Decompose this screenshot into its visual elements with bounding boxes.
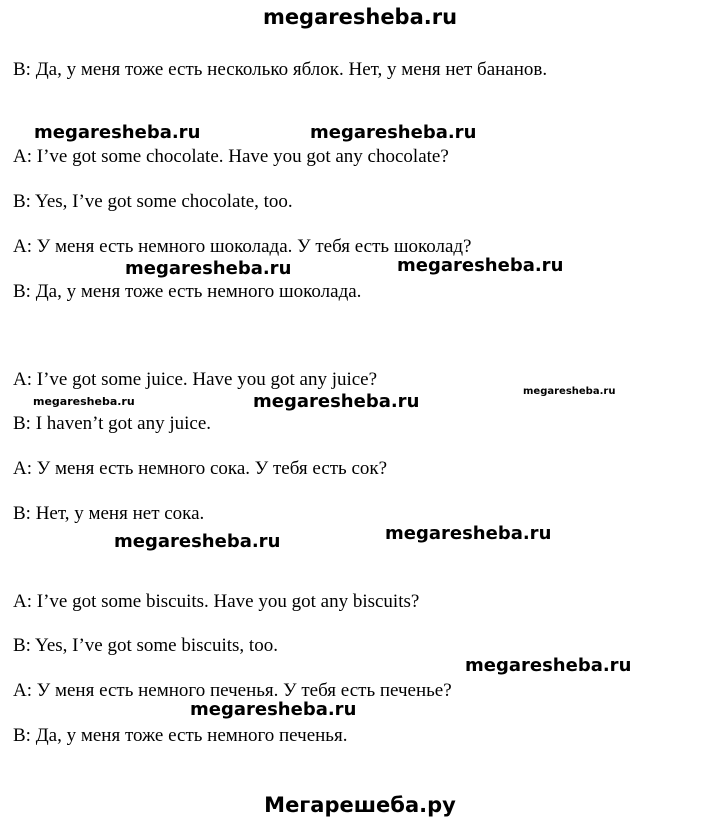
watermark: megaresheba.ru	[523, 386, 616, 397]
dialogue-line: B: Да, у меня тоже есть немного печенья.	[13, 725, 348, 746]
watermark: megaresheba.ru	[190, 699, 357, 720]
dialogue-line: A: У меня есть немного печенья. У тебя есть печенье?	[13, 680, 452, 701]
dialogue-line: B: Yes, I’ve got some chocolate, too.	[13, 191, 293, 212]
watermark: megaresheba.ru	[310, 122, 477, 143]
watermark: megaresheba.ru	[385, 523, 552, 544]
dialogue-line: B: Да, у меня тоже есть немного шоколада.	[13, 281, 362, 302]
watermark: megaresheba.ru	[465, 655, 632, 676]
site-footer: Мегарешеба.ру	[264, 793, 456, 817]
dialogue-line: B: Нет, у меня нет сока.	[13, 503, 205, 524]
dialogue-line: A: I’ve got some juice. Have you got any juice?	[13, 369, 378, 390]
watermark: megaresheba.ru	[397, 255, 564, 276]
dialogue-line: B: Да, у меня тоже есть несколько яблок. Нет, у меня нет бананов.	[13, 59, 548, 80]
watermark: megaresheba.ru	[125, 258, 292, 279]
dialogue-line: A: I’ve got some chocolate. Have you got any chocolate?	[13, 146, 449, 167]
watermark: megaresheba.ru	[253, 391, 420, 412]
site-header: megaresheba.ru	[262, 5, 458, 29]
watermark: megaresheba.ru	[114, 531, 281, 552]
watermark: megaresheba.ru	[33, 395, 135, 408]
watermark: megaresheba.ru	[34, 122, 201, 143]
dialogue-line: B: Yes, I’ve got some biscuits, too.	[13, 635, 278, 656]
dialogue-line: A: У меня есть немного шоколада. У тебя есть шоколад?	[13, 236, 472, 257]
dialogue-line: B: I haven’t got any juice.	[13, 413, 212, 434]
dialogue-line: A: У меня есть немного сока. У тебя есть сок?	[13, 458, 388, 479]
dialogue-line: A: I’ve got some biscuits. Have you got any biscuits?	[13, 591, 420, 612]
